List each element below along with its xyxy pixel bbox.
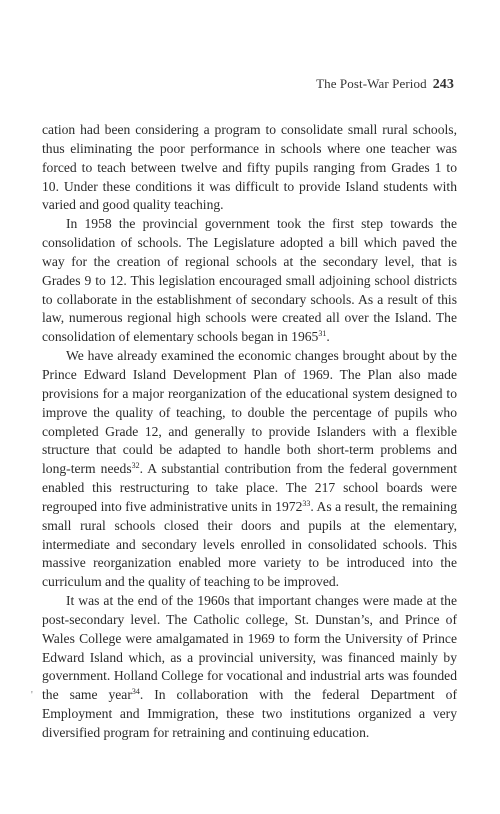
paragraph-3-text-c: . As a result, the remaining small rural schools closed their doors and pupils at the elementary, intermediate and secondary levels enrolled in consolidated schools. This massive reorganization enabled more variety to be introduced into the curriculum and the quality of teaching to be improved. (42, 498, 457, 590)
footnote-ref-31[interactable]: 31 (318, 329, 327, 339)
footnote-ref-33[interactable]: 33 (302, 498, 311, 508)
paragraph-2 (42, 215, 457, 347)
paragraph-3 (42, 347, 457, 592)
paragraph-2-end: . (326, 329, 330, 345)
paragraph-4-text-b: . In collaboration with the federal Department of Employment and Immigration, these two institutions organized a very diversified program for retraining and continuing education. (42, 687, 457, 740)
paragraph-1 (42, 121, 457, 215)
paragraph-2-text: In 1958 the provincial government took the first step towards the consolidation of schools. The Legislature adopted a bill which paved the way for the creation of regional schools at the secondary level, that is Grades 9 to 12. This legislation encouraged small adjoining school districts to collaborate in the establishment of secondary schools. As a result of this law, numerous regional high schools were created all over the Island. The consolidation of elementary schools began in 1965 (42, 216, 457, 345)
paragraph-4 (42, 592, 457, 743)
footnote-ref-34[interactable]: 34 (131, 687, 140, 697)
body-text (42, 121, 457, 743)
paragraph-3-text-a: We have already examined the economic changes brought about by the Prince Edward Island Development Plan of 1969. The Plan also made provisions for a major reorganization of the educational system designed to improve the quality of teaching, to double the percentage of pupils who completed Grade 12, and generally to provide Islanders with a flexible structure that could be adapted to handle both short-term problems and long-term needs (42, 348, 457, 477)
paragraph-3-text-b: . A substantial contribution from the federal government enabled this restructuring to take place. The 217 school boards were regrouped into five administrative units in 1972 (42, 461, 457, 514)
running-title: The Post-War Period (316, 76, 427, 91)
paragraph-4-text-a: It was at the end of the 1960s that important changes were made at the post-secondary level. The Catholic college, St. Dunstan’s, and Prince of Wales College were amalgamated in 1969 to form the University of Prince Edward Island which, as a provincial university, was financed mainly by government. Holland College for vocational and industrial arts was founded the same year (42, 593, 457, 703)
page-number: 243 (432, 77, 454, 92)
paragraph-1-text: cation had been considering a program to consolidate small rural schools, thus eliminating the poor performance in schools where one teacher was forced to teach between twelve and fifty pupils ranging from Grades 1 to 10. Under these conditions it was difficult to provide Island students with varied and good quality teaching. (42, 122, 457, 213)
footnote-ref-32[interactable]: 32 (131, 461, 140, 471)
stray-mark: ' (31, 690, 33, 701)
running-head (316, 76, 454, 93)
